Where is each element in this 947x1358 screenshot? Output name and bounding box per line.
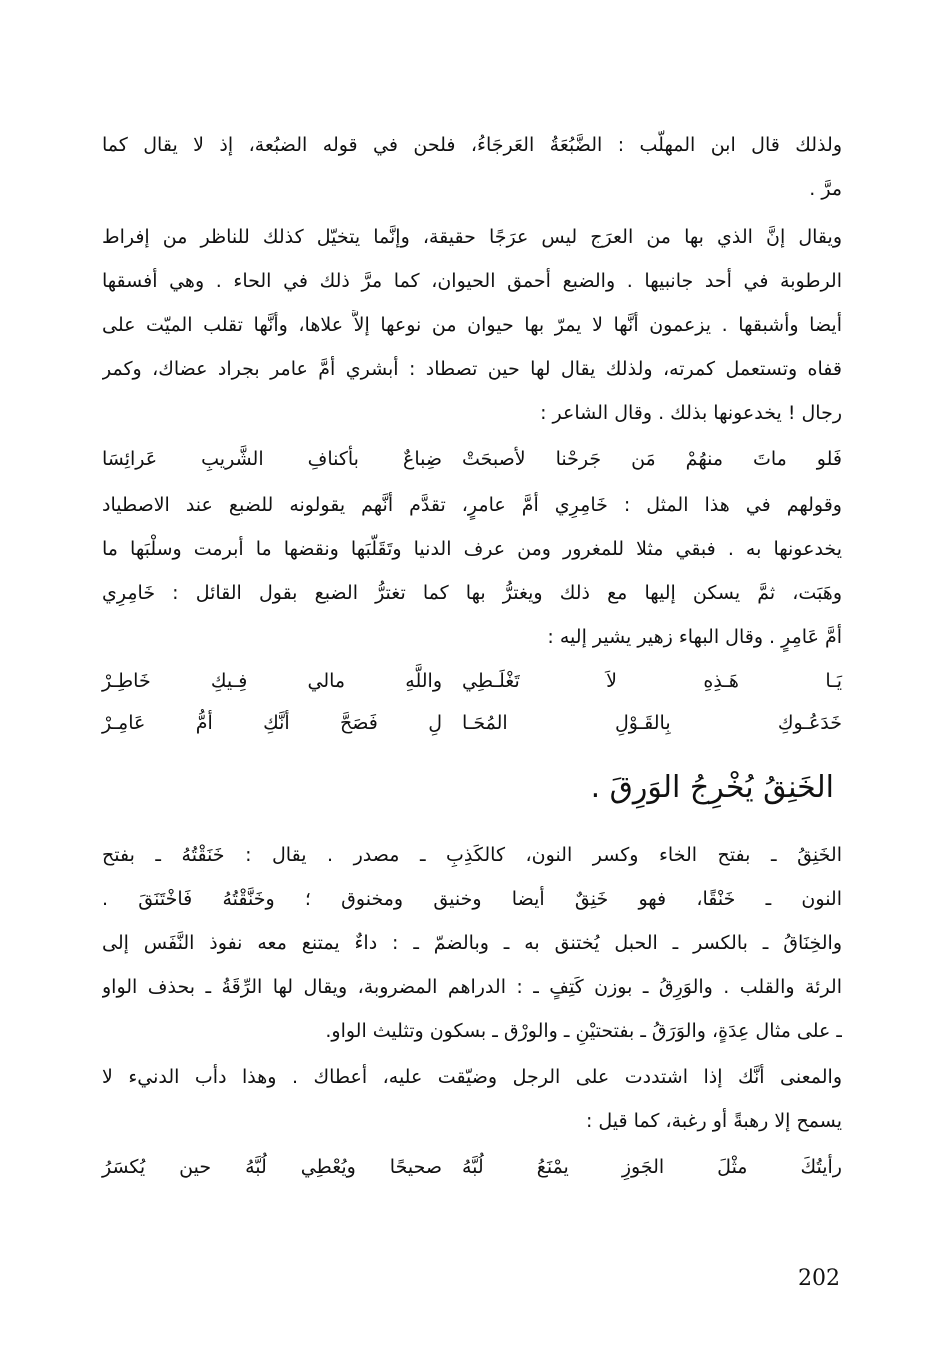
verse-hemistich: خَدَعُـوكِ بِالقَـوْلِ المُحَـا (462, 712, 842, 734)
text-line: والخِنَاقُ ـ بالكسر ـ الحبل يُختنق به ـ وبالضمّ ـ : داءٌ يمتنع معه نفوذ النَّفَس إلى (102, 932, 842, 954)
verse-hemistich: فَلو ماتَ منهُمْ مَن جَرحْنا لأصبحَتْ (462, 448, 842, 470)
text-line: وهَبَت، ثمَّ يسكن إليها مع ذلك ويغترُّ بها كما تغترُّ الضبع بقول القائل : خَامِرِي (102, 582, 842, 604)
verse-hemistich: يَـا هَـذِهِ لاَ تَغْلَـطِي (462, 670, 842, 692)
text-line: يخدعونها به . فبقي مثلا للمغرور ومن عرف الدنيا وتَقَلُّبَها ونقضها ما أبرمت وسلْبَها ما (102, 538, 842, 560)
verse-line (102, 664, 842, 698)
verse-hemistich: رأيتُكَ مثْلَ الجَوزِ يمْنَعُ لُبَّهُ (462, 1156, 842, 1178)
text-line: وقولهم في هذا المثل : خَامِرِي أمَّ عامرٍ، تقدَّم أنَّهم يقولونه للضبع عند الاصطياد (102, 494, 842, 516)
page-number: 202 (798, 1266, 840, 1291)
verse-hemistich: صحيحًا ويُعْطِي لُبَّهُ حين يُكسَرُ (102, 1156, 442, 1178)
text-line: الخَنِقُ ـ بفتح الخاء وكسر النون، كالكَذِبِ ـ مصدر . يقال : خَنَقْتُهُ ـ بفتح (102, 844, 842, 866)
text-line: الرطوبة في أحد جانبيها . والضبع أحمق الحيوان، كما مرَّ ذلك في الحاء . وهي أفسقها (102, 270, 842, 292)
verse-line (102, 706, 842, 740)
verse-line (102, 442, 842, 476)
proverb-heading: الخَنِقُ يُخْرِجُ الوَرِقَ . (590, 770, 834, 805)
text-line: أيضا وأشبقها . يزعمون أنَّها لا يمرّ بها حيوان من نوعها إلاَّ علاها، وأنَّها تقلب الميّت على (102, 314, 842, 336)
text-line: رجال ! يخدعونها بذلك . وقال الشاعر : (540, 402, 842, 424)
text-line: مرَّ . (809, 178, 842, 200)
verse-hemistich: واللَّهِ مالي فِـيكِ خَاطِـرْ (102, 670, 442, 692)
verse-hemistich: ضِباعٌ بأكنافِ الشَّريبِ عَرائِسَا (102, 448, 442, 470)
text-line: الرئة والقلب . والوَرِقُ ـ بوزن كَتِفٍ ـ : الدراهم المضروبة، ويقال لها الرِّقَةُ ـ بحذف الواو (102, 976, 842, 998)
verse-hemistich: لِ فَصَحَّ أنَّكِ أمُّ عَامِـرْ (102, 712, 442, 734)
text-line: قفاه وتستعمل كمرته، ولذلك يقال لها حين تصطاد : أبشري أمَّ عامر بجراد عضاك، وكمر (102, 358, 842, 380)
text-line: أمَّ عَامِرٍ . وقال البهاء زهير يشير إليه : (547, 626, 842, 648)
text-line: النون ـ خَنْقًا، فهو خَنِقٌ أيضا وخنيق ومخنوق ؛ وخَنَّقْتُهُ فَاخْتَنَقَ . (102, 888, 842, 910)
text-line: والمعنى أنَّك إذا اشتددت على الرجل وضيّقت عليه، أعطاك . وهذا دأب الدنيء لا (102, 1066, 842, 1088)
verse-line (102, 1150, 842, 1184)
text-line: يسمح إلا رهبةً أو رغبة، كما قيل : (585, 1110, 842, 1132)
text-line: ويقال إنَّ الذي بها من العرَج ليس عرَجًا حقيقة، وإنَّما يتخيّل كذلك للناظر من إفراط (102, 226, 842, 248)
text-line: ـ على مثال عِدَةٍ، والوَرَقُ ـ بفتحتيْنِ ـ والورْق ـ بسكون وتثليث الواو. (325, 1020, 842, 1042)
text-line: ولذلك قال ابن المهلّب : الضَّبُعَةُ العَرجَاءُ، فلحن في قوله الضبُعة، إذ لا يقال كما (102, 134, 842, 156)
